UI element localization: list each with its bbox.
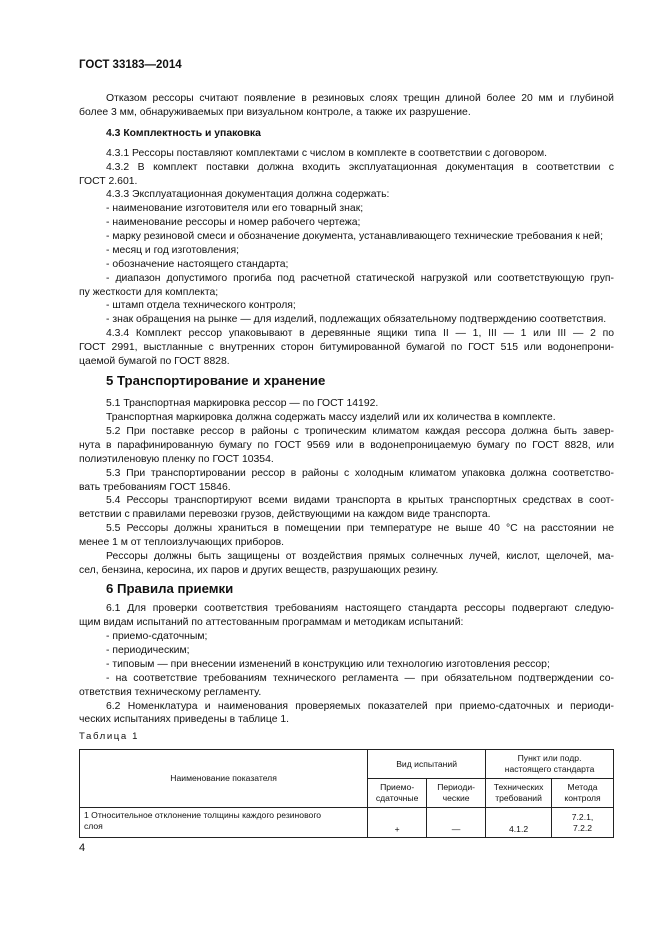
list-item: - периодическим; xyxy=(106,645,190,656)
indicators-table xyxy=(79,749,614,838)
list-item: - наименование изготовителя или его товарный знак; xyxy=(106,203,364,214)
page-number: 4 xyxy=(79,842,86,854)
header-indicator-name: Наименование показателя xyxy=(80,750,368,808)
para-4-3-4-line-3: цаемой бумагой по ГОСТ 8828. xyxy=(79,356,230,367)
section-4-3-title: 4.3 Комплектность и упаковка xyxy=(106,128,261,139)
list-item: - знак обращения на рынке — для изделий, подлежащих обязательному подтверждению соответствия. xyxy=(106,314,607,325)
list-item: - наименование рессоры и номер рабочего чертежа; xyxy=(106,217,361,228)
para-5-5-line-2: менее 1 м от теплоизлучающих приборов. xyxy=(79,537,285,548)
para-4-3-4-line-1: 4.3.4 Комплект рессор упаковывают в деревянные ящики типа II — 1, III — 1 или III — 2 по xyxy=(106,328,614,339)
list-item: - типовым — при внесении изменений в конструкцию или технологию изготовления рессор; xyxy=(106,659,550,670)
para-4-3-4-line-2: ГОСТ 2991, выстланные с внутренних сторон битумированной бумагой по ГОСТ 515 или водонепрони- xyxy=(79,342,614,353)
para-6-1-line-2: щим видам испытаний по аттестованным программам и методикам испытаний: xyxy=(79,617,464,628)
header-test-type: Вид испытаний xyxy=(368,750,486,779)
para-5-3-line-2: вать требованиям ГОСТ 15846. xyxy=(79,482,231,493)
document-header: ГОСТ 33183—2014 xyxy=(79,59,182,71)
para-5-2-line-3: полиэтиленовую пленку по ГОСТ 10354. xyxy=(79,454,274,465)
section-5-title: 5 Транспортирование и хранение xyxy=(106,373,326,388)
list-item-range-line-2: пу жесткости для комплекта; xyxy=(79,287,219,298)
section-6-title: 6 Правила приемки xyxy=(106,581,234,596)
header-clause: Пункт или подр. настоящего стандарта xyxy=(486,750,614,779)
list-item-cert-line-1: - на соответствие требованиям технического регламента — при обязательном подтверждении со- xyxy=(106,673,614,684)
list-item-cert-line-2: ответствия техническому регламенту. xyxy=(79,687,262,698)
para-4-3-2-line-1: 4.3.2 В комплект поставки должна входить эксплуатационная документация в соответствии с xyxy=(106,162,614,173)
header-requirements: Технических требований xyxy=(486,779,552,808)
para-6-2-line-2: ческих испытаниях приведены в таблице 1. xyxy=(79,714,290,725)
para-4-3-2-line-2: ГОСТ 2.601. xyxy=(79,176,138,187)
header-method: Метода контроля xyxy=(552,779,614,808)
para-5-2-line-1: 5.2 При поставке рессор в районы с тропическим климатом каждая рессора должна быть завер- xyxy=(106,426,614,437)
row-1-periodic: — xyxy=(427,808,486,838)
para-5-4-line-1: 5.4 Рессоры транспортируют всеми видами транспорта в крытых транспортных средствах в соот- xyxy=(106,495,614,506)
list-item-range-line-1: - диапазон допустимого прогиба под расчетной статической нагрузкой или соответствующую груп- xyxy=(106,273,614,284)
header-acceptance: Приемо- сдаточные xyxy=(368,779,427,808)
para-5-1: 5.1 Транспортная маркировка рессор — по ГОСТ 14192. xyxy=(106,398,379,409)
intro-line-2: более 3 мм, обнаруживаемых при визуальном контроле, а также их разрушение. xyxy=(79,107,471,118)
header-periodic: Периоди- ческие xyxy=(427,779,486,808)
para-6-2-line-1: 6.2 Номенклатура и наименования проверяемых показателей при приемо-сдаточных и периоди- xyxy=(106,701,614,712)
para-5-3-line-1: 5.3 При транспортировании рессор в районы с холодным климатом упаковка должна соответство- xyxy=(106,468,614,479)
para-4-3-3: 4.3.3 Эксплуатационная документация должна содержать: xyxy=(106,189,390,200)
list-item: - месяц и год изготовления; xyxy=(106,245,239,256)
para-5-4-line-2: ветствии с правилами перевозки грузов, действующими на каждом виде транспорта. xyxy=(79,509,491,520)
para-5-2-line-2: нута в парафинированную бумагу по ГОСТ 9569 или в водонепроницаемую бумагу по ГОСТ 8828, или xyxy=(79,440,614,451)
list-item: - приемо-сдаточным; xyxy=(106,631,208,642)
para-5-1b: Транспортная маркировка должна содержать массу изделий или их количества в комплекте. xyxy=(106,412,556,423)
table-caption: Таблица 1 xyxy=(79,731,140,742)
list-item: - обозначение настоящего стандарта; xyxy=(106,259,289,270)
para-6-1-line-1: 6.1 Для проверки соответствия требованиям настоящего стандарта рессоры подвергают следую- xyxy=(106,603,614,614)
para-5-6-line-2: сел, бензина, керосина, их паров и других веществ, разрушающих резину. xyxy=(79,565,439,576)
row-1-requirements: 4.1.2 xyxy=(486,808,552,838)
row-1-name: 1 Относительное отклонение толщины каждого резинового слоя xyxy=(80,808,368,838)
para-5-6-line-1: Рессоры должны быть защищены от воздействия прямых солнечных лучей, кислот, щелочей, ма- xyxy=(106,551,614,562)
intro-line-1: Отказом рессоры считают появление в резиновых слоях трещин длиной более 20 мм и глубиной xyxy=(106,93,614,104)
para-5-5-line-1: 5.5 Рессоры должны храниться в помещении при температуре не выше 40 °С на расстоянии не xyxy=(106,523,614,534)
row-1-method: 7.2.1, 7.2.2 xyxy=(552,808,614,838)
row-1-acceptance: + xyxy=(368,808,427,838)
list-item: - штамп отдела технического контроля; xyxy=(106,300,296,311)
para-4-3-1: 4.3.1 Рессоры поставляют комплектами с числом в комплекте в соответствии с договором. xyxy=(106,148,548,159)
list-item: - марку резиновой смеси и обозначение документа, устанавливающего технические требования к ней; xyxy=(106,231,603,242)
table-row xyxy=(80,808,614,838)
